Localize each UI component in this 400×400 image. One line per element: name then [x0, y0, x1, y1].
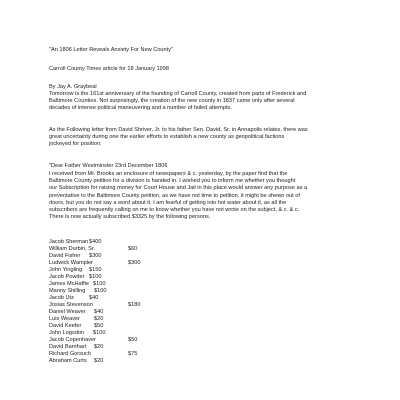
context-line: As the Following letter from David Shriver, Jr. to his father Sen. David, Sr. in Annapolis relates, there was [49, 127, 308, 133]
subscriber-amount: $20 [94, 358, 104, 364]
subscriber-amount: $100 [93, 330, 106, 336]
context-paragraph [49, 127, 367, 149]
intro-paragraph [49, 91, 367, 113]
subscriber-amount: $50 [128, 337, 138, 343]
letter-body [49, 171, 367, 221]
letter-line: preventative to the Baltimore County petition, as we have not time to petition. it might be shewn out of [49, 192, 300, 199]
subscriber-amount: $100 [93, 281, 106, 287]
subscriber-name: John Logsdon [49, 330, 85, 336]
subscriber-name: Josias Stevenson [49, 302, 93, 308]
letter-line: Baltimore County petition for a division is handed in. I wished you to inform me whether you thought [49, 178, 296, 185]
context-line: jockeyed for position: [49, 141, 102, 148]
subscriber-name: David Keefer [49, 323, 82, 329]
subscriber-amount: $40 [94, 309, 104, 315]
subscriber-name: Richard Gorsuch [49, 351, 91, 357]
subscriber-name: David Barnhart [49, 344, 87, 350]
subscriber-name: Daniel Weaver [49, 309, 86, 315]
intro-line: Tomorrow is the 161st anniversary of the founding of Carroll County, created from parts of Frederick and [49, 91, 307, 97]
subscriber-name: Manny Shilling [49, 288, 86, 294]
subscriber-name: Jacob Utz [49, 295, 74, 301]
subscriber-amount: $100 [94, 288, 107, 294]
subscriber-name: Jacob Powder [49, 274, 85, 280]
subscriber-amount: $100 [89, 274, 102, 280]
subscriber-name: Ludwick Wampler [49, 260, 93, 266]
letter-heading: "Dear Father Westminster 23rd December 1806 [49, 163, 168, 169]
letter-line: I received from Mr. Brooks an enclosure of newspapers & c. yesterday, by the paper find that the [49, 171, 288, 177]
subscriber-amount: $180 [128, 302, 141, 308]
byline: By Jay A. Graybeal [49, 84, 97, 90]
intro-line: Baltimore Counties. Not surprisingly, the creation of the new county in 1837 came only after several [49, 98, 295, 105]
subscriber-amount: $20 [94, 316, 104, 322]
article-source: Carroll County Times article for 18 January 1998 [49, 66, 170, 72]
subscriber-name: William Durbin, Sr. [49, 246, 96, 252]
subscriber-amount: $400 [89, 239, 102, 245]
subscriber-amount: $60 [128, 246, 138, 252]
subscriber-name: John Yingling [49, 267, 83, 273]
context-line: great uncertainty during one the earlier efforts to establish a new county as geopolitical factions [49, 134, 285, 141]
letter-line: our Subscription for raising money for Court House and Jail in this place would answer any purpose as a [49, 185, 308, 192]
subscriber-name: David Fisher [49, 253, 81, 259]
letter-line: doors, but you do not say a word about it. I am fearful of getting into hot water about it, as all the [49, 199, 287, 206]
subscriber-amount: $300 [89, 253, 102, 259]
subscriber-amount: $40 [89, 295, 99, 301]
subscriber-name: Luis Weaver [49, 316, 80, 322]
intro-line: decades of intense political maneuvering and a number of failed attempts. [49, 105, 232, 112]
subscriber-name: Abraham Curts [49, 358, 87, 364]
subscriber-name: Jacob Copenhaver [49, 337, 96, 343]
subscriber-amount: $300 [128, 260, 141, 266]
subscriber-name: James McHaffie [49, 281, 89, 287]
subscriber-amount: $75 [128, 351, 138, 357]
letter-line: subscribers are frequently calling on me to know whether you have not wrote on the subject, & c. & c. [49, 207, 300, 214]
subscriber-amount: $20 [94, 344, 104, 350]
subscriber-amount: $150 [89, 267, 102, 273]
letter-line: There is now actually subscribed $3325 by the following persons. [49, 214, 211, 221]
article-title: "An 1806 Letter Reveals Anxiety For New County" [49, 47, 173, 53]
subscriber-amount: $50 [94, 323, 104, 329]
subscriber-name: Jacob Sherman [49, 239, 89, 245]
